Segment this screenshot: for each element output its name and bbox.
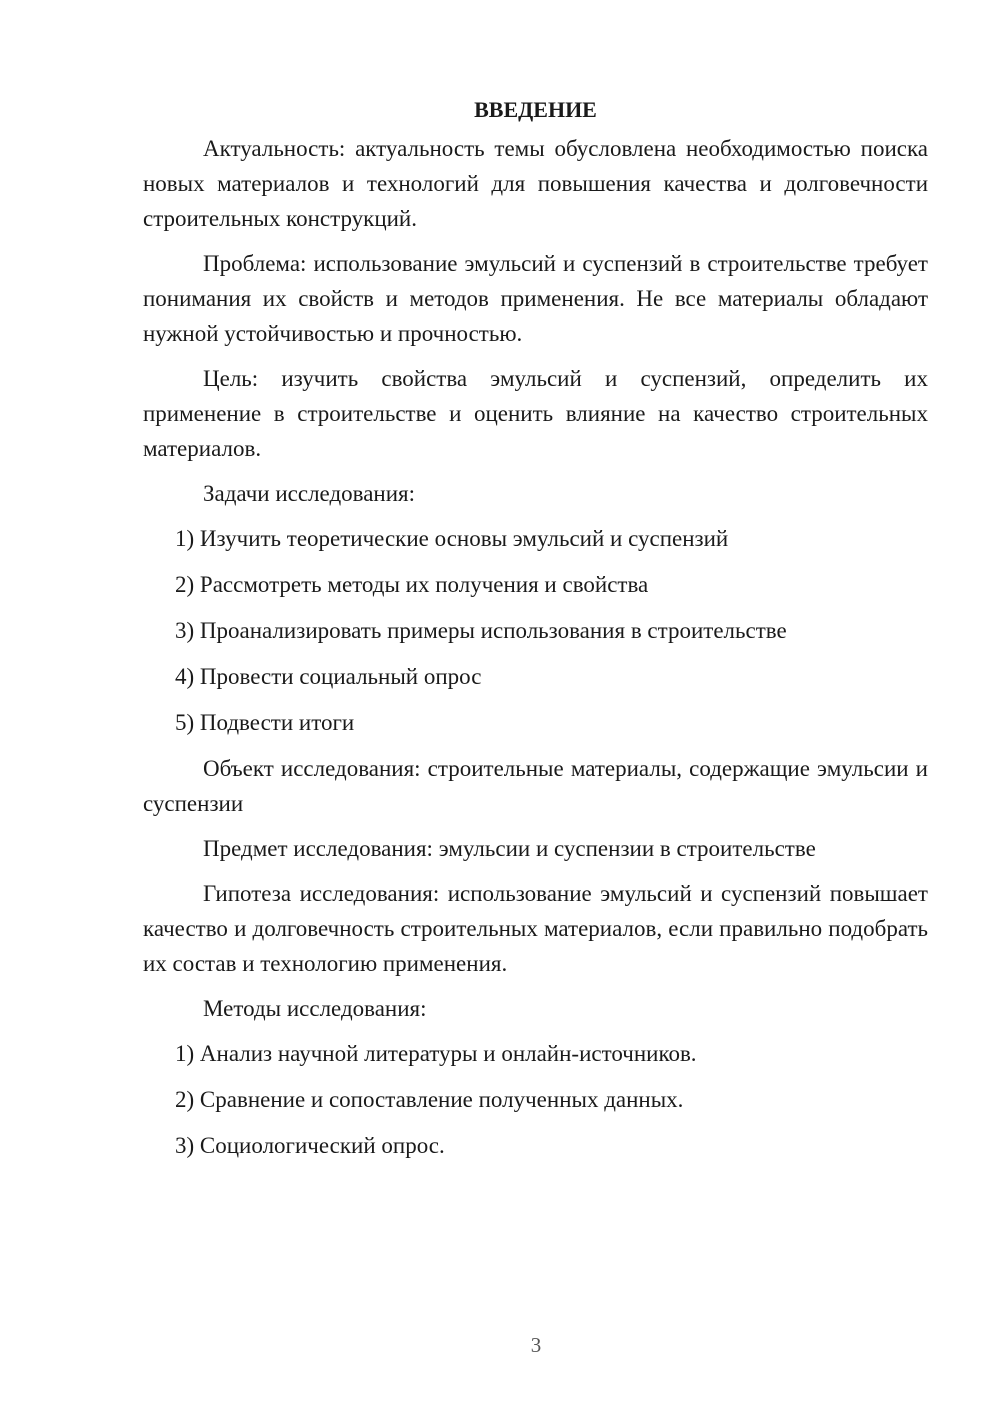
- list-item: 2) Рассмотреть методы их получения и свойства: [175, 572, 649, 597]
- list-item: 2) Сравнение и сопоставление полученных данных.: [175, 1087, 684, 1112]
- goal-paragraph: Цель: изучить свойства эмульсий и суспензий, определить их применение в строительстве и оценить влияние на качество строительных материалов.: [143, 366, 928, 461]
- page-content: [143, 92, 928, 1174]
- page-number: 3: [530, 1333, 542, 1357]
- list-item: 3) Проанализировать примеры использования в строительстве: [175, 618, 787, 643]
- tasks-list: [143, 521, 928, 740]
- list-item: 1) Анализ научной литературы и онлайн-источников.: [175, 1041, 697, 1066]
- list-item: 3) Социологический опрос.: [175, 1133, 445, 1158]
- relevance-paragraph: Актуальность: актуальность темы обусловлена необходимостью поиска новых материалов и технологий для повышения качества и долговечности строительных конструкций.: [143, 136, 928, 231]
- list-item: 5) Подвести итоги: [175, 710, 355, 735]
- section-title: ВВЕДЕНИЕ: [474, 97, 597, 122]
- methods-list: [143, 1036, 928, 1163]
- methods-label: Методы исследования:: [203, 996, 427, 1021]
- problem-paragraph: Проблема: использование эмульсий и суспензий в строительстве требует понимания их свойств и методов применения. Не все материалы обладают нужной устойчивостью и прочностью.: [143, 251, 928, 346]
- tasks-label: Задачи исследования:: [203, 481, 416, 506]
- list-item: 1) Изучить теоретические основы эмульсий и суспензий: [175, 526, 729, 551]
- hypothesis-paragraph: Гипотеза исследования: использование эмульсий и суспензий повышает качество и долговечность строительных материалов, если правильно подобрать их состав и технологию применения.: [143, 881, 928, 976]
- list-item: 4) Провести социальный опрос: [175, 664, 482, 689]
- subject-paragraph: Предмет исследования: эмульсии и суспензии в строительстве: [203, 836, 816, 861]
- object-paragraph: Объект исследования: строительные материалы, содержащие эмульсии и суспензии: [143, 756, 928, 816]
